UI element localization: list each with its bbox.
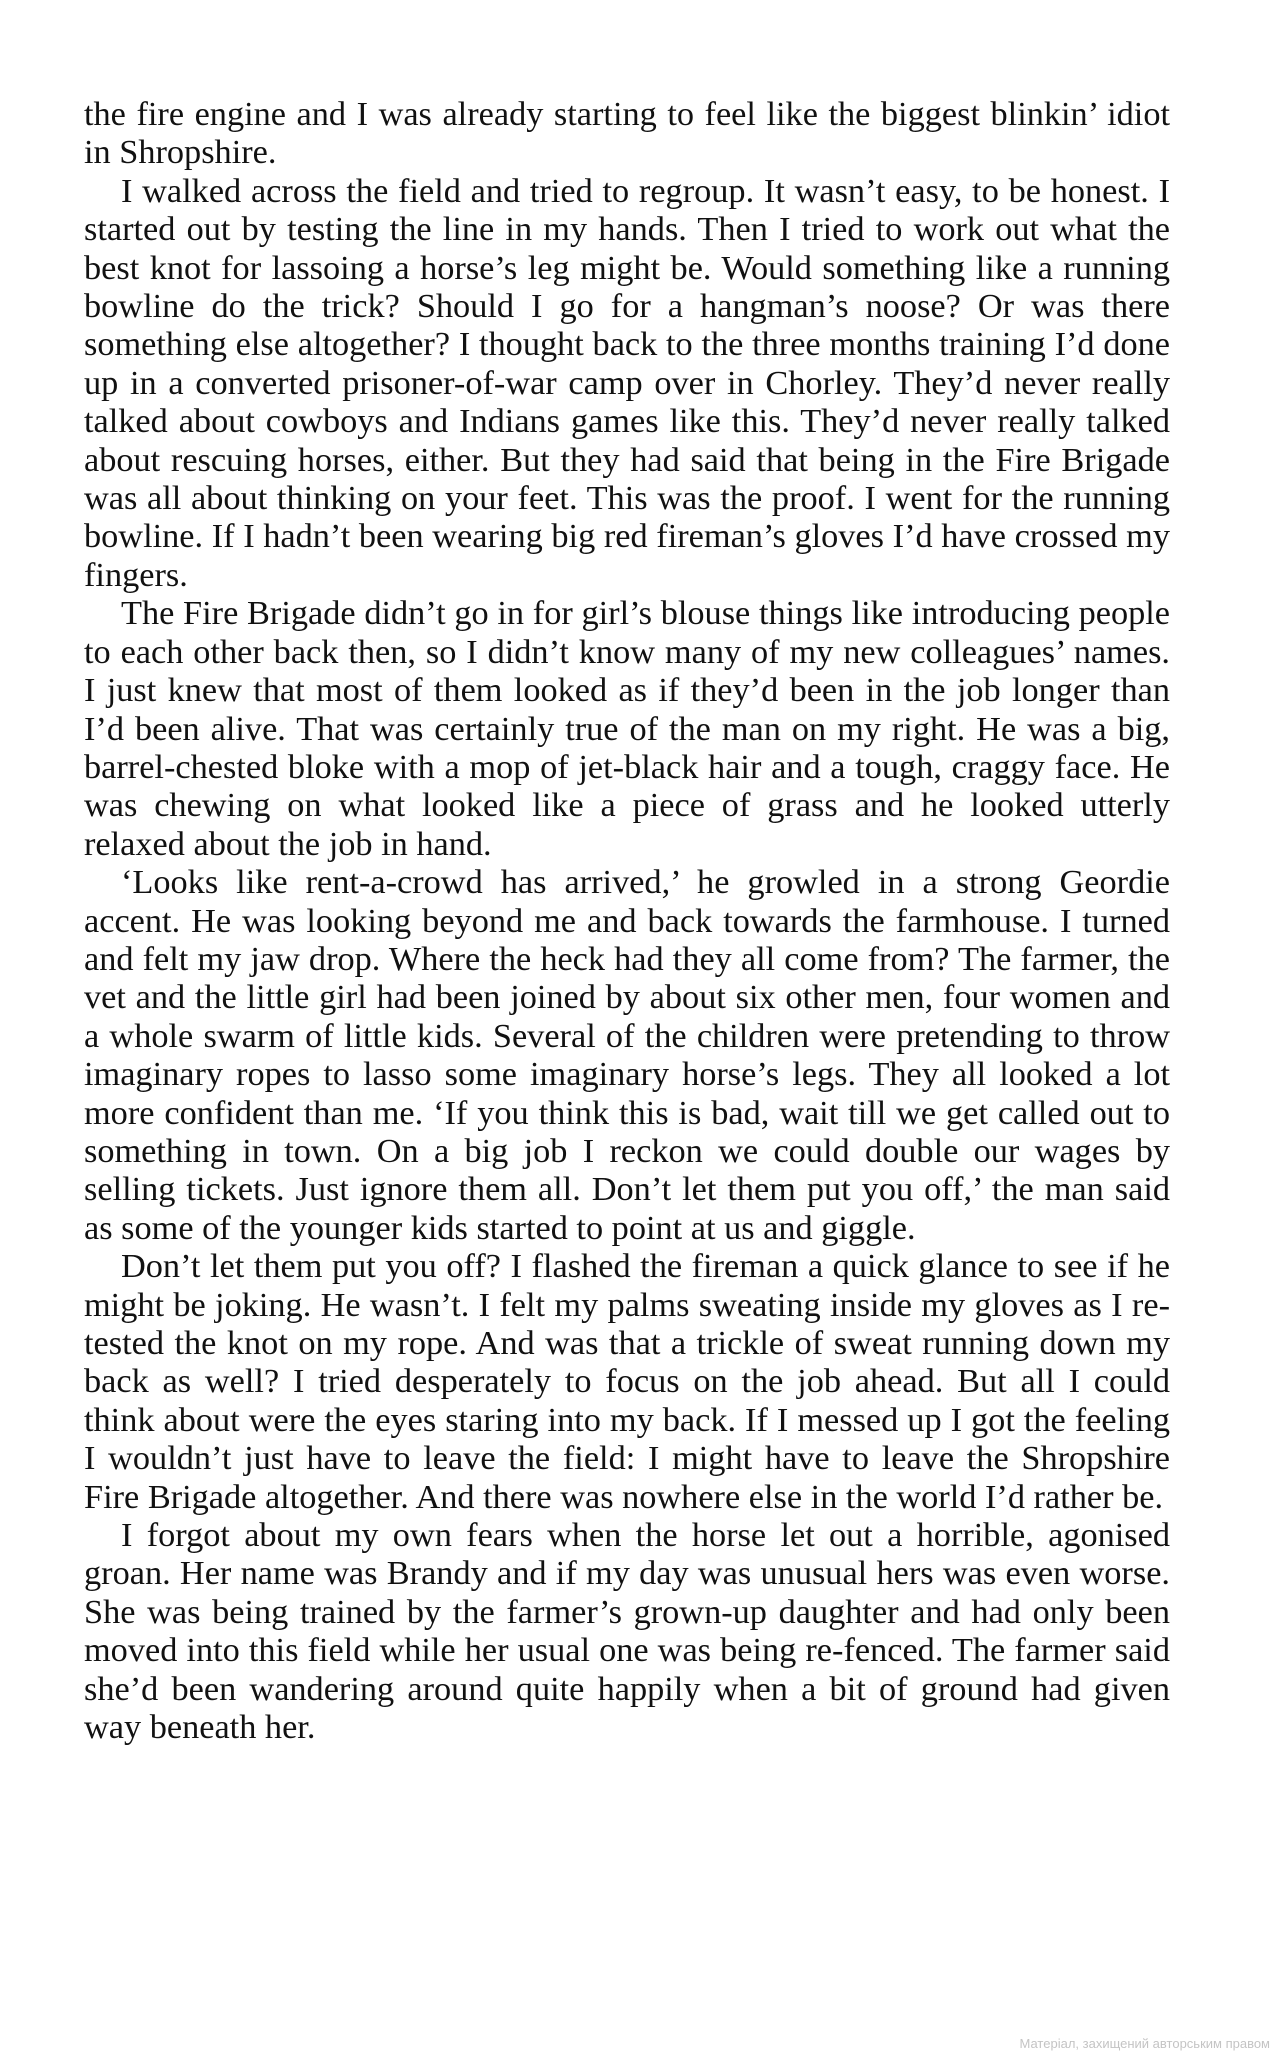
paragraph-regroup: I walked across the field and tried to regroup. It wasn’t easy, to be honest. I started out by testing the line in my hands. Then I tried to work out what the best knot for lassoing a horse’s leg might be. Would something like a running bowline do the trick? Should I go for a hangman’s noose? Or was there something else altogether? I thought back to the three months training I’d done up in a converted prisoner-of-war camp over in Chorley. They’d never really talked about cowboys and Indians games like this. They’d never really talked about rescuing horses, either. But they had said that being in the Fire Brigade was all about thinking on your feet. This was the proof. I went for the running bowline. If I hadn’t been wearing big red fireman’s gloves I’d have crossed my fingers.	[84, 171, 1170, 594]
paragraph-continued: the fire engine and I was already starting to feel like the biggest blinkin’ idiot in Shropshire.	[84, 95, 1170, 172]
paragraph-put-you-off: Don’t let them put you off? I flashed the fireman a quick glance to see if he might be joking. He wasn’t. I felt my palms sweating inside my gloves as I re-tested the knot on my rope. And was that a trickle of sweat running down my back as well? I tried desperately to focus on the job ahead. But all I could think about were the eyes staring into my back. If I messed up I got the feeling I wouldn’t just have to leave the field: I might have to leave the Shropshire Fire Brigade altogether. And there was nowhere else in the world I’d rather be.	[84, 1247, 1170, 1516]
paragraph-brandy: I forgot about my own fears when the horse let out a horrible, agonised groan. Her name was Brandy and if my day was unusual hers was even worse. She was being trained by the farmer’s grown-up daughter and had only been moved into this field while her usual one was being re-fenced. The farmer said she’d been wandering around quite happily when a bit of ground had given way beneath her.	[84, 1516, 1170, 1747]
book-page-text	[84, 95, 1170, 1746]
paragraph-rent-a-crowd: ‘Looks like rent-a-crowd has arrived,’ he growled in a strong Geordie accent. He was looking beyond me and back towards the farmhouse. I turned and felt my jaw drop. Where the heck had they all come from? The farmer, the vet and the little girl had been joined by about six other men, four women and a whole swarm of little kids. Several of the children were pretending to throw imaginary ropes to lasso some imaginary horse’s legs. They all looked a lot more confident than me. ‘If you think this is bad, wait till we get called out to something in town. On a big job I reckon we could double our wages by selling tickets. Just ignore them all. Don’t let them put you off,’ the man said as some of the younger kids started to point at us and giggle.	[84, 863, 1170, 1247]
paragraph-colleagues: The Fire Brigade didn’t go in for girl’s blouse things like introducing people to each other back then, so I didn’t know many of my new colleagues’ names. I just knew that most of them looked as if they’d been in the job longer than I’d been alive. That was certainly true of the man on my right. He was a big, barrel-chested bloke with a mop of jet-black hair and a tough, craggy face. He was chewing on what looked like a piece of grass and he looked utterly relaxed about the job in hand.	[84, 594, 1170, 863]
copyright-watermark: Матеріал, захищений авторським правом	[1019, 2036, 1270, 2051]
